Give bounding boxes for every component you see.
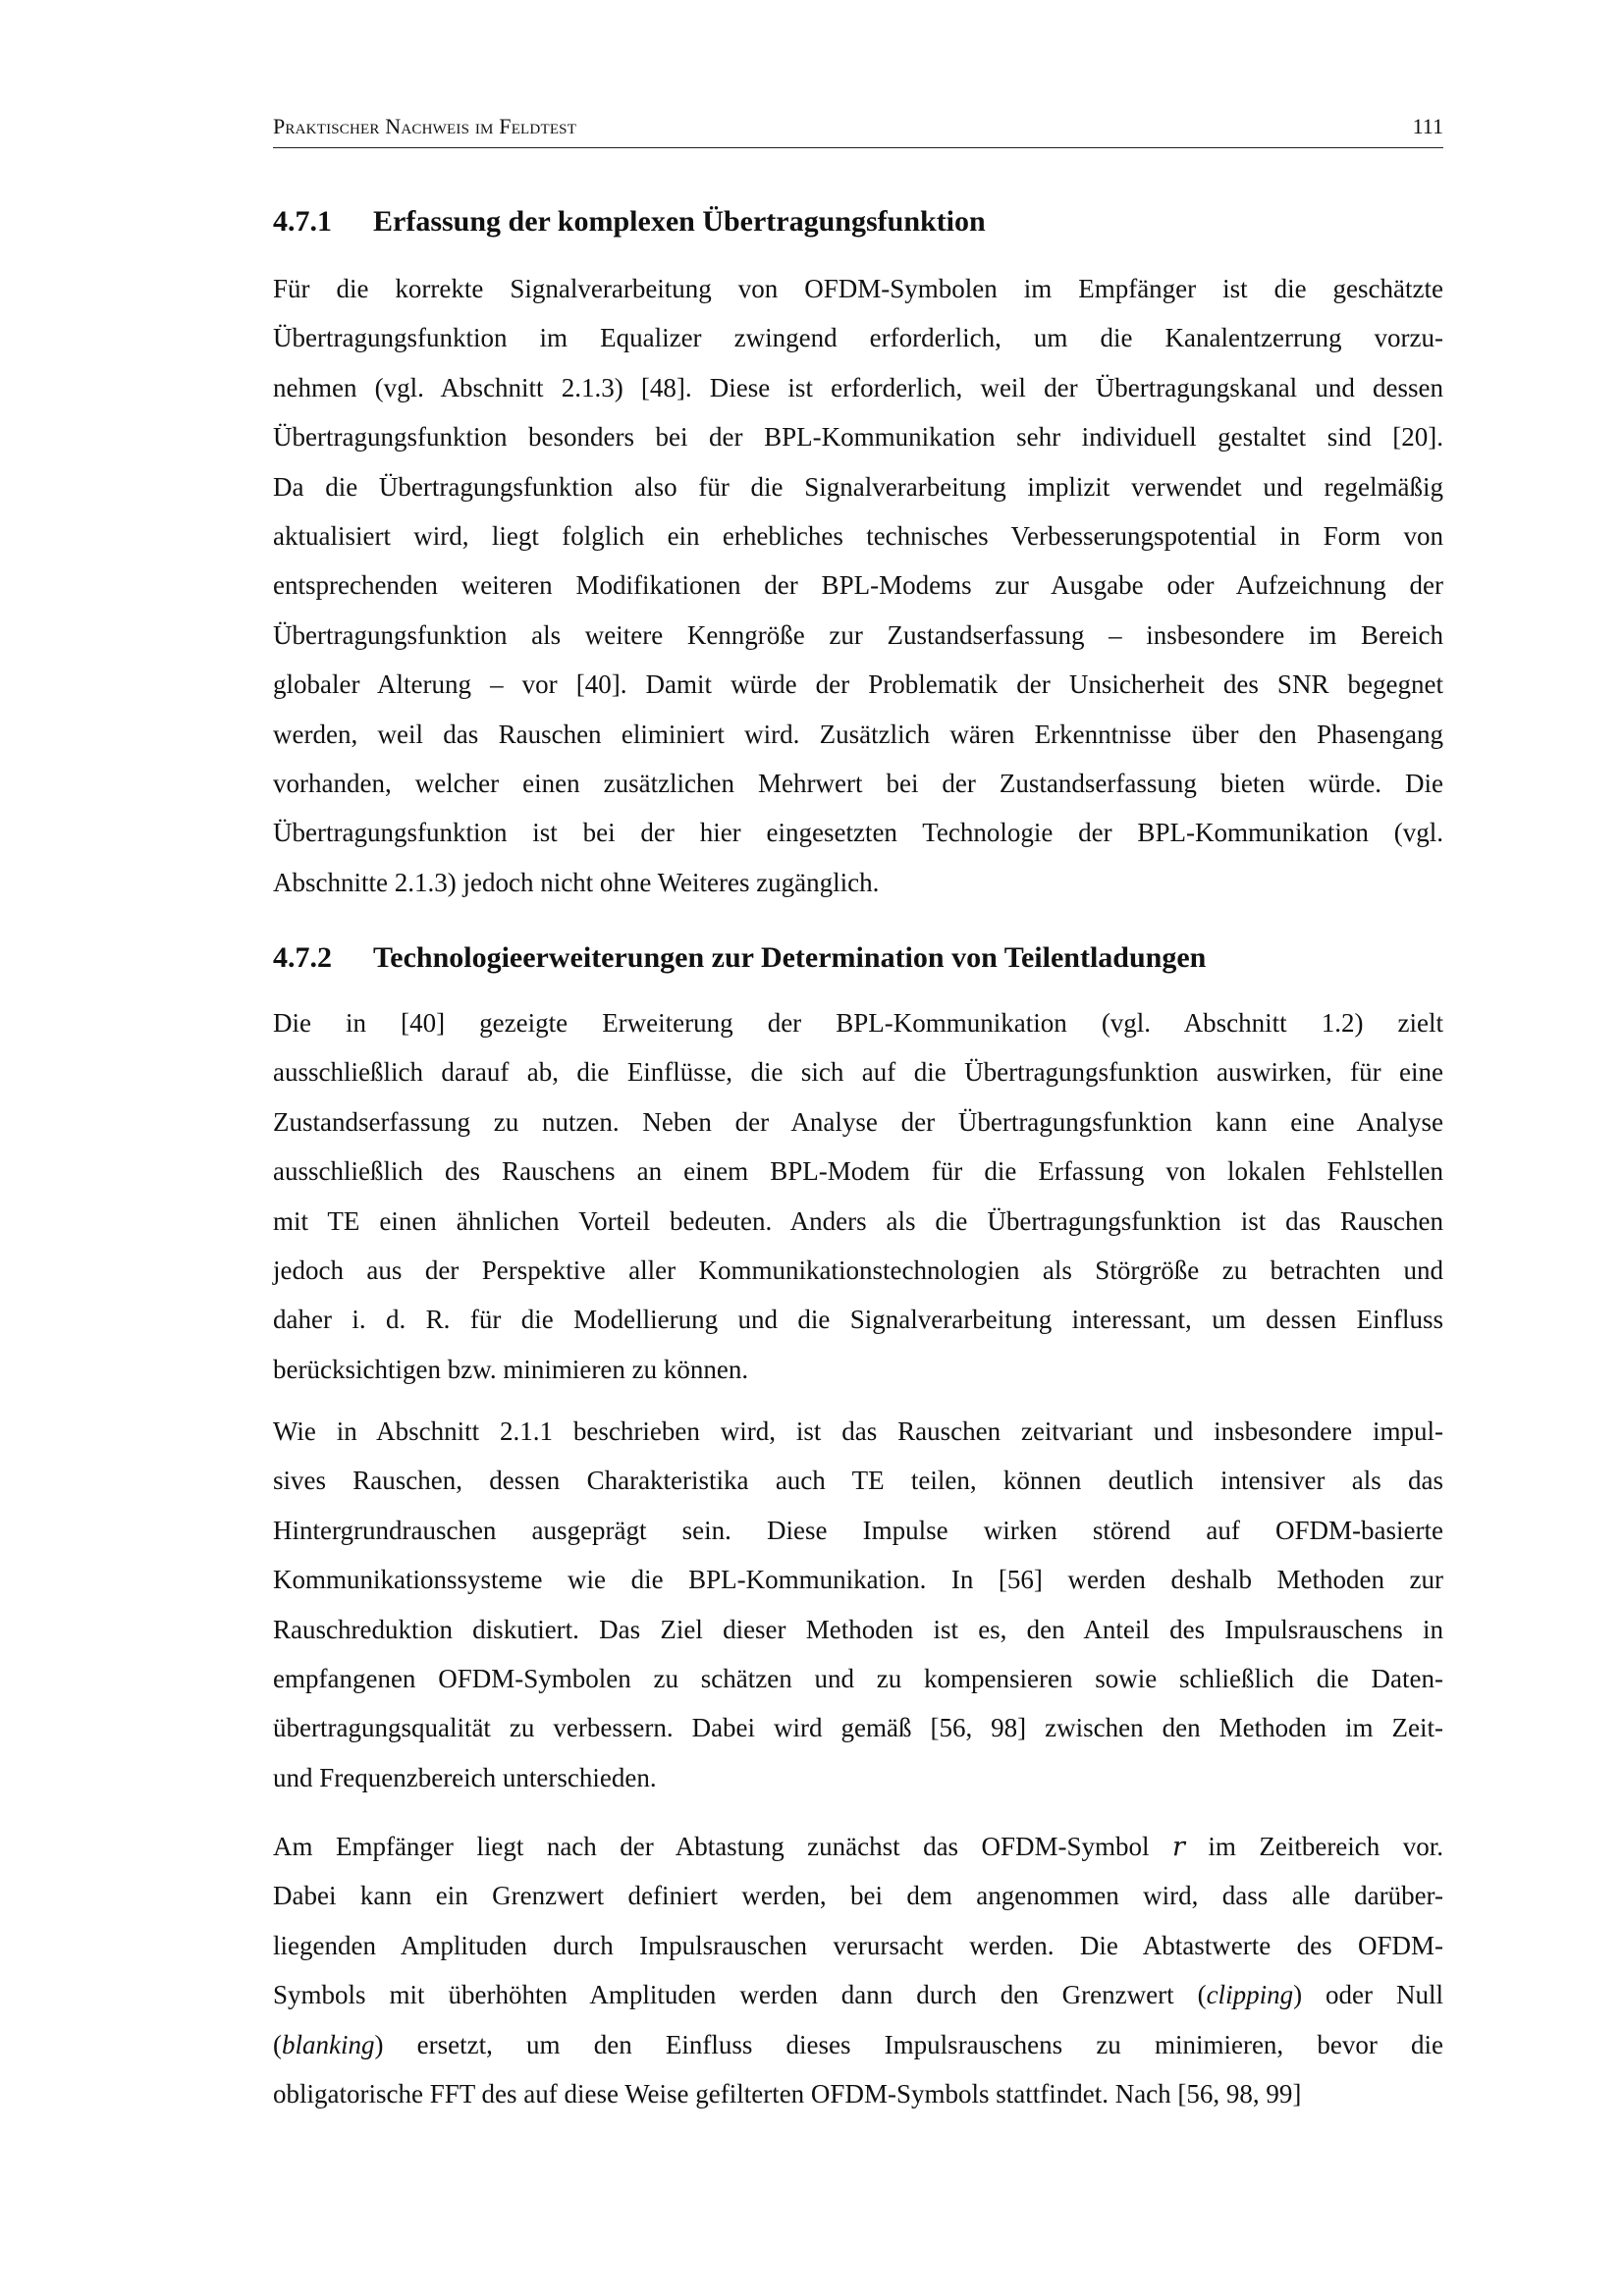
text-line: übertragungsqualität zu verbessern. Dabei wird gemäß [56, 98] zwischen den Methoden im Zeit- (273, 1713, 1443, 1743)
section-title: Erfassung der komplexen Übertragungsfunktion (373, 205, 986, 238)
section-heading-4-7-2 (273, 938, 1443, 978)
text-line: Abschnitte 2.1.3) jedoch nicht ohne Weiteres zugänglich. (273, 867, 880, 897)
text-line: Dabei kann ein Grenzwert definiert werden, bei dem angenommen wird, dass alle darüber- (273, 1881, 1443, 1911)
running-title: Praktischer Nachweis im Feldtest (273, 114, 577, 138)
text-line: vorhanden, welcher einen zusätzlichen Mehrwert bei der Zustandserfassung bieten würde. Die (273, 768, 1443, 798)
text-line: daher i. d. R. für die Modellierung und die Signalverarbeitung interessant, um dessen Einfluss (273, 1305, 1443, 1335)
text-line: Hintergrundrauschen ausgeprägt sein. Diese Impulse wirken störend auf OFDM-basierte (273, 1515, 1443, 1545)
paragraph (273, 264, 1443, 907)
text-line: berücksichtigen bzw. minimieren zu können. (273, 1354, 749, 1384)
running-header (273, 110, 1443, 148)
paragraph (273, 1407, 1443, 1802)
paragraph (273, 1822, 1443, 2118)
text-line: Für die korrekte Signalverarbeitung von OFDM-Symbolen im Empfänger ist die geschätzte (273, 274, 1443, 303)
text-line: und Frequenzbereich unterschieden. (273, 1762, 657, 1792)
page-number: 111 (1412, 114, 1443, 138)
text-line: aktualisiert wird, liegt folglich ein erhebliches technisches Verbesserungspotential in Form von (273, 520, 1443, 551)
section-heading-4-7-1 (273, 202, 1443, 241)
text-line: Zustandserfassung zu nutzen. Neben der Analyse der Übertragungsfunktion kann eine Analyse (273, 1106, 1443, 1137)
text-line: Übertragungsfunktion besonders bei der BPL-Kommunikation sehr individuell gestaltet sind [20]. (273, 422, 1443, 453)
text-line: Die in [40] gezeigte Erweiterung der BPL-Kommunikation (vgl. Abschnitt 1.2) zielt (273, 1008, 1443, 1038)
text-line: Da die Übertragungsfunktion also für die Signalverarbeitung implizit verwendet und regelmäßig (273, 471, 1443, 502)
text-line: werden, weil das Rauschen eliminiert wird. Zusätzlich wären Erkenntnisse über den Phasengang (273, 719, 1443, 749)
text-line: Symbols mit überhöhten Amplituden werden dann durch den Grenzwert (clipping) oder Null (273, 1980, 1443, 2010)
text-line: (blanking) ersetzt, um den Einfluss dieses Impulsrauschens zu minimieren, bevor die (273, 2029, 1443, 2059)
text-line: Rauschreduktion diskutiert. Das Ziel dieser Methoden ist es, den Anteil des Impulsrauschens in (273, 1614, 1443, 1644)
text-line: Übertragungsfunktion ist bei der hier eingesetzten Technologie der BPL-Kommunikation (vgl. (273, 818, 1443, 848)
text-line: obligatorische FFT des auf diese Weise gefilterten OFDM-Symbols stattfindet. Nach [56, 98, 99] (273, 2078, 1302, 2109)
text-line: mit TE einen ähnlichen Vorteil bedeuten. Anders als die Übertragungsfunktion ist das Rauschen (273, 1205, 1443, 1236)
section-number: 4.7.2 (273, 941, 332, 974)
text-line: empfangenen OFDM-Symbolen zu schätzen und zu kompensieren sowie schließlich die Daten- (273, 1663, 1443, 1693)
text-line: jedoch aus der Perspektive aller Kommunikationstechnologien als Störgröße zu betrachten und (273, 1255, 1443, 1285)
section-title: Technologieerweiterungen zur Determination von Teilentladungen (373, 941, 1207, 974)
text-line: Übertragungsfunktion im Equalizer zwingend erforderlich, um die Kanalentzerrung vorzu- (273, 323, 1443, 353)
text-line: sives Rauschen, dessen Charakteristika auch TE teilen, können deutlich intensiver als das (273, 1466, 1443, 1496)
text-line: liegenden Amplituden durch Impulsrauschen verursacht werden. Die Abtastwerte des OFDM- (273, 1930, 1443, 1960)
text-line: Kommunikationssysteme wie die BPL-Kommunikation. In [56] werden deshalb Methoden zur (273, 1565, 1443, 1595)
text-line: Wie in Abschnitt 2.1.1 beschrieben wird, ist das Rauschen zeitvariant und insbesondere impul- (273, 1416, 1443, 1446)
text-line: entsprechenden weiteren Modifikationen der BPL-Modems zur Ausgabe oder Aufzeichnung der (273, 570, 1443, 601)
text-line: globaler Alterung – vor [40]. Damit würde der Problematik der Unsicherheit des SNR begegnet (273, 669, 1443, 700)
section-number: 4.7.1 (273, 205, 332, 238)
paragraph (273, 998, 1443, 1394)
text-line: ausschließlich des Rauschens an einem BPL-Modem für die Erfassung von lokalen Fehlstellen (273, 1156, 1443, 1187)
text-line: Übertragungsfunktion als weitere Kenngröße zur Zustandserfassung – insbesondere im Bereich (273, 619, 1443, 650)
text-line: Am Empfänger liegt nach der Abtastung zunächst das OFDM-Symbol 𝑟 im Zeitbereich vor. (273, 1832, 1443, 1861)
text-line: ausschließlich darauf ab, die Einflüsse, die sich auf die Übertragungsfunktion auswirken, für eine (273, 1057, 1443, 1088)
text-line: nehmen (vgl. Abschnitt 2.1.3) [48]. Diese ist erforderlich, weil der Übertragungskanal und dessen (273, 372, 1443, 402)
